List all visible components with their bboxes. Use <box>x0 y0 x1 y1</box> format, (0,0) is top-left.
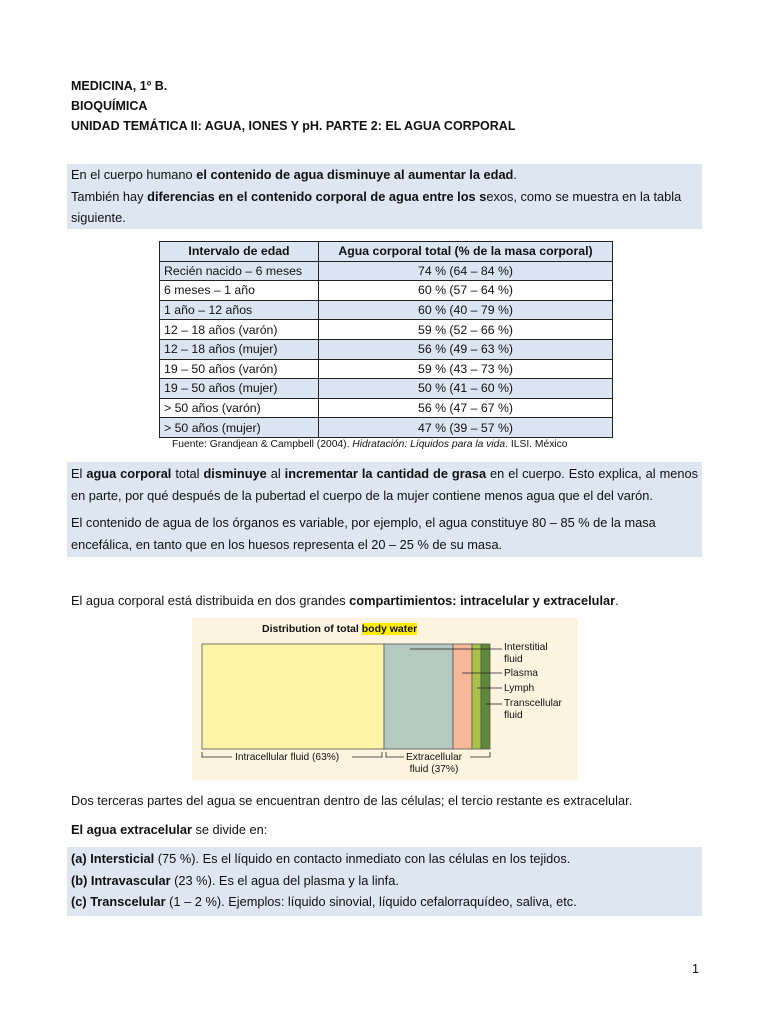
table-cell-water: 60 % (57 – 64 %) <box>319 281 613 301</box>
page-number: 1 <box>692 962 699 976</box>
paragraph-extracellular-intro <box>71 819 701 841</box>
table-row <box>160 398 613 418</box>
list-item-text: (23 %). Es el agua del plasma y la linfa. <box>170 872 399 888</box>
table-header-water: Agua corporal total (% de la masa corporal) <box>319 242 613 262</box>
para-bold: compartimientos: intracelular y extracelular <box>349 593 616 608</box>
para-text: se divide en: <box>191 822 268 837</box>
para-bold: disminuye <box>203 466 267 481</box>
table-row <box>160 320 613 340</box>
plasma-compartment <box>453 644 472 749</box>
table-cell-water: 59 % (43 – 73 %) <box>319 359 613 379</box>
intro-bold: diferencias en el contenido corporal de agua entre los s <box>147 188 487 204</box>
table-cell-age: 12 – 18 años (varón) <box>160 320 319 340</box>
table-row <box>160 379 613 399</box>
body-water-table <box>159 241 613 438</box>
table-header-row <box>160 242 613 262</box>
figure-title-text: Distribution of total <box>262 623 362 635</box>
table-cell-age: > 50 años (mujer) <box>160 418 319 438</box>
list-item-tag: (a) Intersticial <box>71 851 155 866</box>
figure-title-highlight: body water <box>361 623 418 635</box>
table-row <box>160 261 613 281</box>
label-extracellular: Extracellular fluid (37%) <box>406 752 463 775</box>
intro-text: exos, como se muestra en la tabla siguiente. <box>71 188 682 225</box>
paragraph-compartments <box>71 590 701 612</box>
label-lymph: Lymph <box>504 683 535 694</box>
list-item-text: (1 – 2 %). Ejemplos: líquido sinovial, líquido cefalorraquídeo, saliva, etc. <box>165 894 577 909</box>
intro-paragraph <box>67 164 702 229</box>
table-row <box>160 281 613 301</box>
list-item <box>71 870 698 892</box>
table-row <box>160 418 613 438</box>
header-unit: UNIDAD TEMÁTICA II: AGUA, IONES Y pH. PARTE 2: EL AGUA CORPORAL <box>71 119 516 133</box>
para-text: . <box>615 593 619 608</box>
intro-bold: el contenido de agua disminuye al aumentar la edad <box>196 167 514 182</box>
table-cell-age: 1 año – 12 años <box>160 300 319 320</box>
table-cell-age: > 50 años (varón) <box>160 398 319 418</box>
document-header <box>71 76 515 136</box>
transcellular-compartment <box>481 644 490 749</box>
table-cell-water: 47 % (39 – 57 %) <box>319 418 613 438</box>
paragraph-thirds: Dos terceras partes del agua se encuentran dentro de las células; el tercio restante es extracelular. <box>71 793 633 808</box>
table-cell-age: 12 – 18 años (mujer) <box>160 339 319 359</box>
para-bold: agua corporal <box>86 466 172 481</box>
para-text: El <box>71 466 87 481</box>
intro-text: . <box>513 167 517 182</box>
table-cell-age: Recién nacido – 6 meses <box>160 261 319 281</box>
intro-text: También hay <box>71 188 148 204</box>
para-bold: El agua extracelular <box>71 822 192 837</box>
para-text: total <box>171 466 204 481</box>
source-text: Fuente: Grandjean & Campbell (2004). <box>172 439 353 450</box>
bracket-intracellular-end <box>352 752 382 757</box>
table-row <box>160 339 613 359</box>
label-transcellular: Transcellular fluid <box>504 698 562 721</box>
body-water-figure <box>192 618 578 780</box>
bracket-extracellular <box>386 752 404 757</box>
table-cell-age: 6 meses – 1 año <box>160 281 319 301</box>
table-cell-water: 59 % (52 – 66 %) <box>319 320 613 340</box>
extracellular-list <box>67 847 702 916</box>
table-source <box>172 439 568 450</box>
list-item-text: (75 %). Es el líquido en contacto inmediato con las células en los tejidos. <box>154 851 571 866</box>
label-plasma: Plasma <box>504 668 538 679</box>
table-row <box>160 359 613 379</box>
list-item <box>71 891 698 913</box>
table-cell-water: 56 % (47 – 67 %) <box>319 398 613 418</box>
interstitial-compartment <box>384 644 453 749</box>
table-cell-water: 56 % (49 – 63 %) <box>319 339 613 359</box>
list-item-tag: (b) Intravascular <box>71 872 171 888</box>
lymph-compartment <box>472 644 481 749</box>
table-cell-age: 19 – 50 años (mujer) <box>160 379 319 399</box>
para-text: El agua corporal está distribuida en dos grandes <box>71 593 350 608</box>
table-cell-water: 60 % (40 – 79 %) <box>319 300 613 320</box>
label-intracellular: Intracellular fluid (63%) <box>235 752 340 763</box>
table-cell-water: 50 % (41 – 60 %) <box>319 379 613 399</box>
paragraph-body-fat <box>67 462 702 557</box>
para-text: en el cuerpo. Esto explica, al menos en parte, por qué después de la pubertad el cuerpo de la mujer contiene menos agua que el del varón. <box>71 466 699 503</box>
paragraph-organs: El contenido de agua de los órganos es variable, por ejemplo, el agua constituye 80 – 85 % de la masa encefálica, en tanto que en los huesos representa el 20 – 25 % de su masa. <box>71 515 656 552</box>
para-bold: incrementar la cantidad de grasa <box>284 466 487 481</box>
table-cell-age: 19 – 50 años (varón) <box>160 359 319 379</box>
table-row <box>160 300 613 320</box>
bracket-extracellular-end <box>470 752 490 757</box>
header-subject: BIOQUÍMICA <box>71 99 148 113</box>
para-text: al <box>266 466 285 481</box>
label-interstitial: Interstitial fluid <box>504 642 548 665</box>
list-item <box>71 848 698 870</box>
header-course: MEDICINA, 1º B. <box>71 79 168 93</box>
source-title: Hidratación: Líquidos para la vida <box>352 439 506 450</box>
table-cell-water: 74 % (64 – 84 %) <box>319 261 613 281</box>
intro-text: En el cuerpo humano <box>71 167 197 182</box>
intracellular-compartment <box>202 644 384 749</box>
source-text: . ILSI. México <box>505 439 568 450</box>
table-header-age: Intervalo de edad <box>160 242 319 262</box>
list-item-tag: (c) Transcelular <box>71 894 166 909</box>
bracket-intracellular <box>202 752 232 757</box>
